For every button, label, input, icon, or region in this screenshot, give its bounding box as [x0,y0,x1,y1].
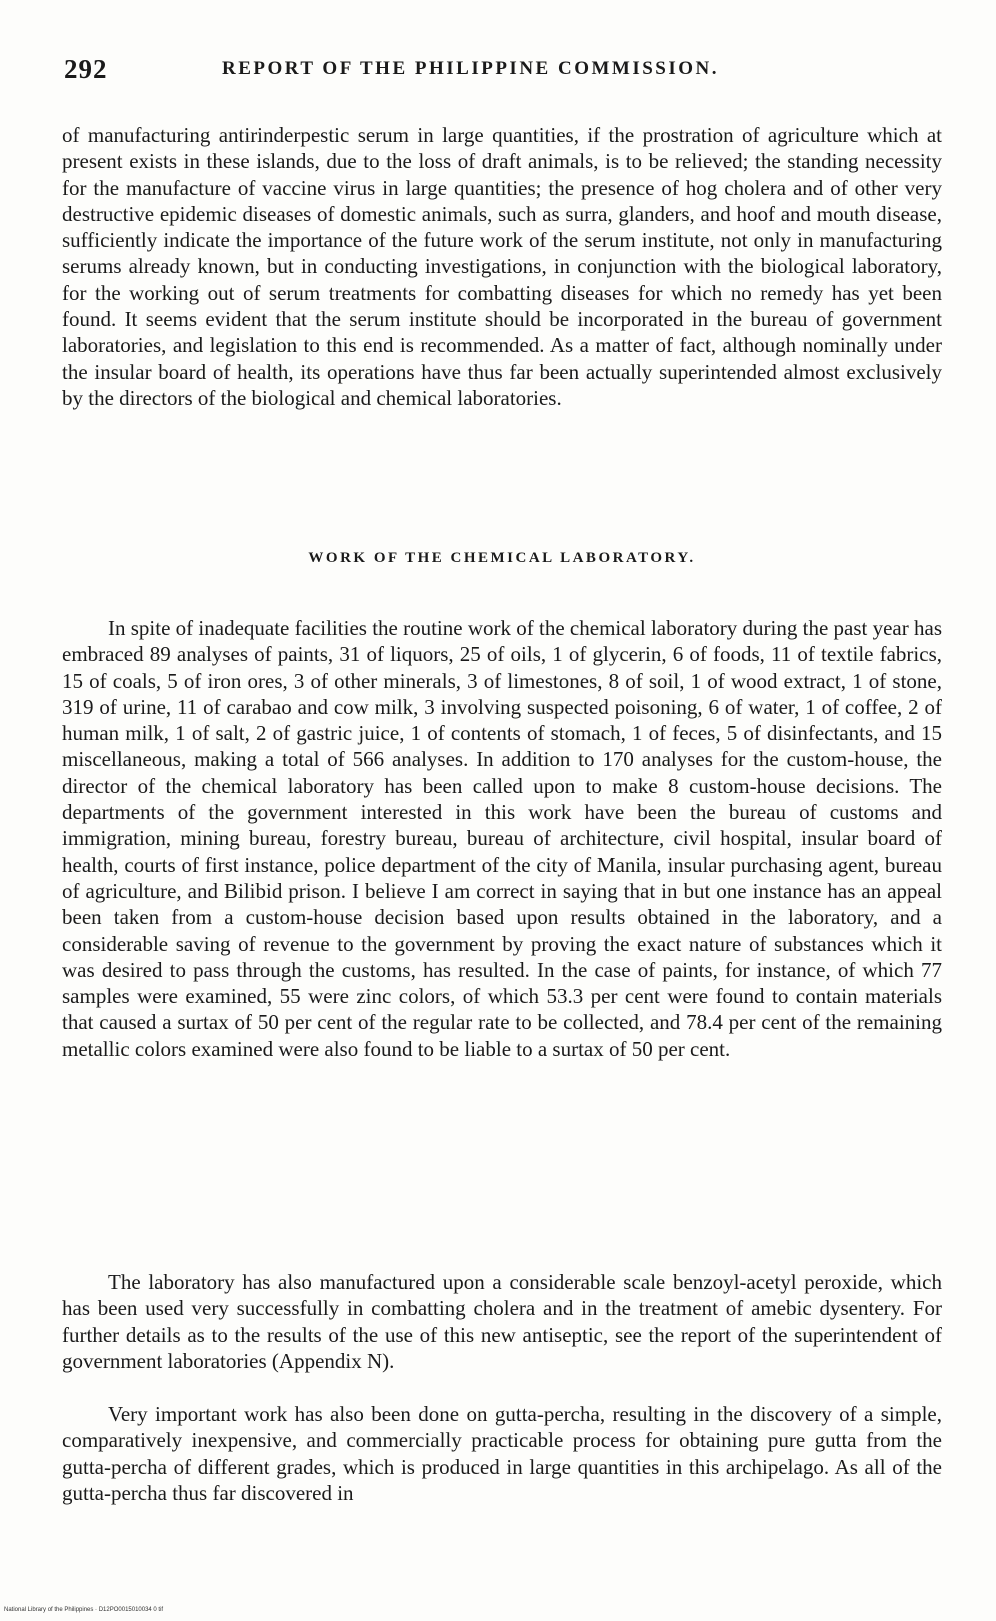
section-heading: WORK OF THE CHEMICAL LABORATORY. [308,550,696,566]
paragraph-gutta-percha: Very important work has also been done on gutta-percha, resulting in the discovery of a simple, comparatively inexpensive, and commercially practicable process for obtaining pure gutta from the gutta-percha of different grades, which is produced in large quantities in this archipelago. As all of the gutta-percha thus far discovered in [62,1402,942,1505]
paragraph-chemical-analyses: In spite of inadequate facilities the routine work of the chemical laboratory during the past year has embraced 89 analyses of paints, 31 of liquors, 25 of oils, 1 of glycerin, 6 of foods, 11 of textile fabrics, 15 of coals, 5 of iron ores, 3 of other minerals, 3 of limestones, 8 of soil, 1 of wood extract, 1 of stone, 319 of urine, 11 of carabao and cow milk, 3 involving suspected poisoning, 6 of water, 1 of coffee, 2 of human milk, 1 of salt, 2 of gastric juice, 1 of contents of stomach, 1 of feces, 5 of disinfectants, and 15 miscellaneous, making a total of 566 analyses. In addition to 170 analyses for the custom-house, the director of the chemical laboratory has been called upon to make 8 custom-house decisions. The departments of the government interested in this work have been the bureau of customs and immigration, mining bureau, forestry bureau, bureau of architecture, civil hospital, insular board of health, courts of first instance, police department of the city of Manila, insular purchasing agent, bureau of agriculture, and Bilibid prison. I believe I am correct in saying that in but one instance has an appeal been taken from a custom-house decision based upon results obtained in the laboratory, and a considerable saving of revenue to the government by proving the exact nature of substances which it was desired to pass through the customs, has resulted. In the case of paints, for instance, of which 77 samples were examined, 55 were zinc colors, of which 53.3 per cent were found to contain materials that caused a surtax of 50 per cent of the regular rate to be collected, and 78.4 per cent of the remaining metallic colors examined were also found to be liable to a surtax of 50 per cent. [62,616,942,1061]
paragraph-serum-institute: of manufacturing antirinderpestic serum in large quantities, if the prostration of agriculture which at present exists in these islands, due to the loss of draft animals, is to be relieved; the standing necessity for the manufacture of vaccine virus in large quantities; the presence of hog cholera and of other very destructive epidemic diseases of domestic animals, such as surra, glanders, and hoof and mouth disease, sufficiently indicate the importance of the future work of the serum institute, not only in manufacturing serums already known, but in conducting investigations, in conjunction with the biological laboratory, for the working out of serum treatments for combatting diseases for which no remedy has yet been found. It seems evident that the serum institute should be incorporated in the bureau of government laboratories, and legislation to this end is recommended. As a matter of fact, although nominally under the insular board of health, its operations have thus far been actually superintended almost exclusively by the directors of the biological and chemical laboratories. [62,123,942,410]
scan-footer: National Library of the Philippines · D12PO0015010034 0 tif [4,1607,164,1613]
running-head: REPORT OF THE PHILIPPINE COMMISSION. [222,58,720,79]
page-header [64,52,944,92]
page-number: 292 [64,54,108,84]
paragraph-benzoyl-acetyl-peroxide: The laboratory has also manufactured upon a considerable scale benzoyl-acetyl peroxide, which has been used very successfully in combatting cholera and in the treatment of amebic dysentery. For further details as to the results of the use of this new antiseptic, see the report of the superintendent of government laboratories (Appendix N). [62,1270,942,1373]
